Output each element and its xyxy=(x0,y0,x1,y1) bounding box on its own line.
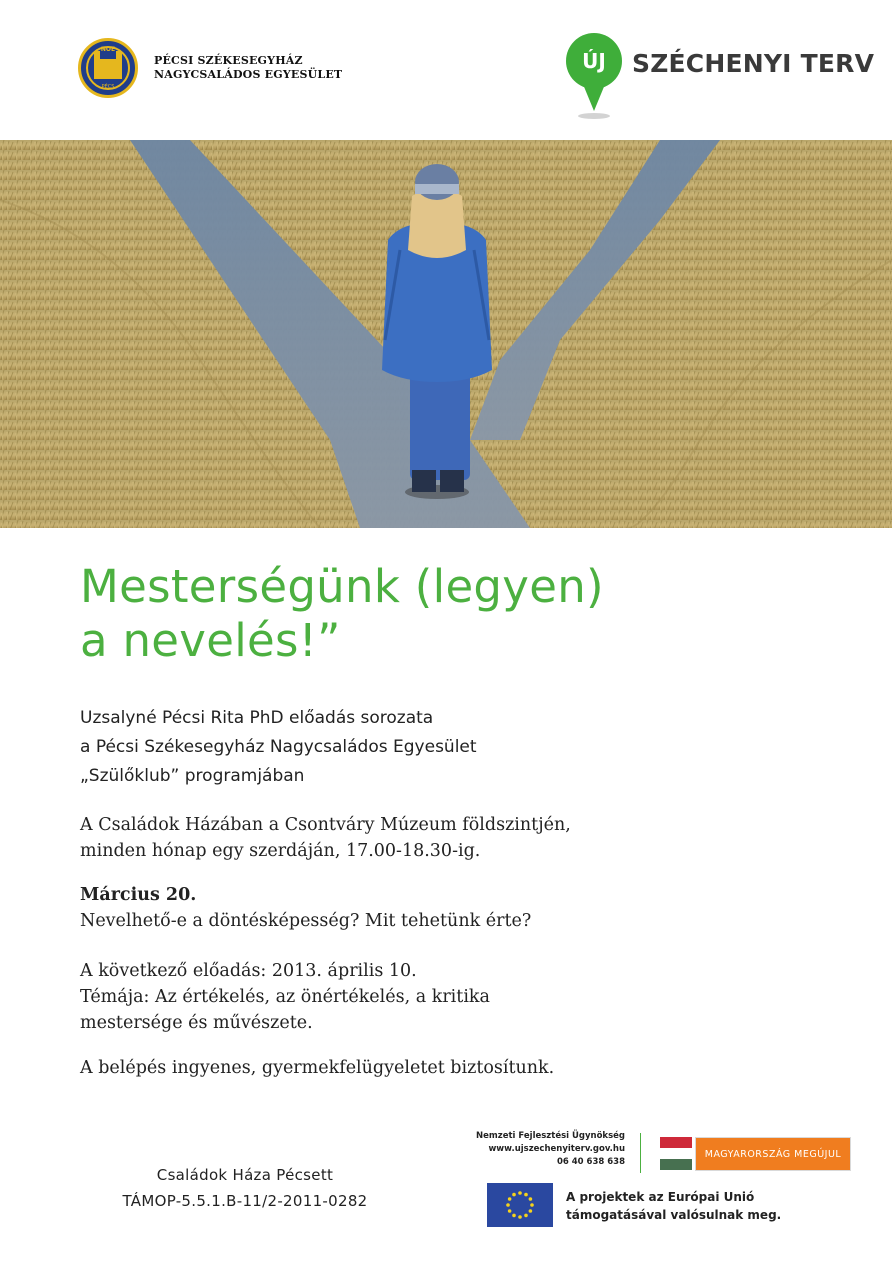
project-venue: Családok Háza Pécsett xyxy=(156,1166,334,1184)
map-pin-icon xyxy=(566,33,622,119)
project-info xyxy=(100,1162,390,1214)
seal-bottom-text: PÉCS xyxy=(101,84,115,90)
event-topic: Nevelhető-e a döntésképesség? Mit tehetünk érte? xyxy=(80,911,532,931)
magyarorszag-megujul-badge: MAGYARORSZÁG MEGÚJUL xyxy=(696,1138,850,1170)
event-info xyxy=(80,882,840,934)
nfu-url: www.ujszechenyiterv.gov.hu xyxy=(488,1144,625,1154)
eu-support-text xyxy=(566,1188,781,1224)
venue-info xyxy=(80,812,840,864)
venue-line1: A Családok Házában a Csontváry Múzeum földszintjén, xyxy=(80,815,571,835)
eu-line1: A projektek az Európai Unió xyxy=(566,1190,755,1204)
next-line3: mestersége és művészete. xyxy=(80,1013,313,1033)
pin-label: ÚJ xyxy=(566,33,622,89)
seal-top-text: NOE xyxy=(100,46,116,53)
org-logo-block xyxy=(78,38,342,98)
nfu-name: Nemzeti Fejlesztési Ügynökség xyxy=(476,1131,625,1141)
association-seal-icon xyxy=(78,38,138,98)
next-line2: Témája: Az értékelés, az önértékelés, a kritika xyxy=(80,987,490,1007)
nfu-phone: 06 40 638 638 xyxy=(556,1157,625,1167)
hungarian-flag-icon xyxy=(660,1137,692,1170)
szechenyi-terv-name: SZÉCHENYI TERV xyxy=(632,49,875,78)
subtitle-line2: a Pécsi Székesegyház Nagycsaládos Egyesület xyxy=(80,737,477,757)
footer-divider xyxy=(640,1133,641,1173)
subtitle-line1: Uzsalyné Pécsi Rita PhD előadás sorozata xyxy=(80,708,434,728)
next-event-info xyxy=(80,958,840,1036)
title-line1: Mesterségünk (legyen) xyxy=(80,560,604,613)
nfu-block xyxy=(470,1130,625,1169)
szechenyi-terv-logo xyxy=(566,33,874,119)
org-name xyxy=(154,54,342,82)
subtitle xyxy=(80,704,840,791)
subtitle-line3: „Szülőklub” programjában xyxy=(80,766,305,786)
hero-photo xyxy=(0,140,892,528)
page-title xyxy=(80,560,840,668)
eu-line2: támogatásával valósulnak meg. xyxy=(566,1208,782,1222)
event-date: Március 20. xyxy=(80,885,197,905)
org-name-line2: NAGYCSALÁDOS EGYESÜLET xyxy=(154,68,343,81)
title-line2: a nevelés!” xyxy=(80,614,341,667)
next-line1: A következő előadás: 2013. április 10. xyxy=(80,961,417,981)
admission-note: A belépés ingyenes, gyermekfelügyeletet biztosítunk. xyxy=(80,1058,555,1078)
venue-line2: minden hónap egy szerdáján, 17.00-18.30-ig. xyxy=(80,841,481,861)
eu-flag-icon xyxy=(487,1183,553,1227)
org-name-line1: PÉCSI SZÉKESEGYHÁZ xyxy=(154,54,303,67)
project-code: TÁMOP-5.5.1.B-11/2-2011-0282 xyxy=(122,1192,368,1210)
